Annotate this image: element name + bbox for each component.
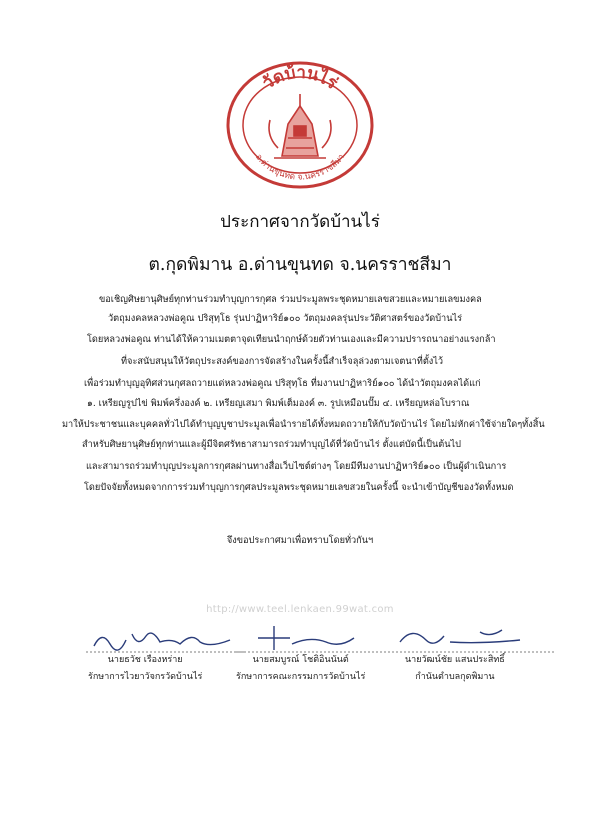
signer-3 [405,652,505,686]
body-line: ๑. เหรียญรูปไข่ พิมพ์ครึ่งองค์ ๒. เหรียญเสมา พิมพ์เต็มองค์ ๓. รูปเหมือนปั๊ม ๔. เหรียญหล่อโบราณ [87,398,470,409]
body-line: สำหรับศิษยานุศิษย์ทุกท่านและผู้มีจิตศรัทธาสามารถร่วมทำบุญได้ที่วัดบ้านไร่ ตั้งแต่บัดนี้เป็นต้นไป [82,439,461,450]
body-line: ที่จะสนับสนุนให้วัตถุประสงค์ของการจัดสร้างในครั้งนี้สำเร็จลุล่วงตามเจตนาที่ตั้งไว้ [121,356,444,367]
signer-name: นายวัฒน์ชัย แสนประสิทธิ์ [405,655,505,665]
body-line: เพื่อร่วมทำบุญอุทิศส่วนกุศลถวายแด่หลวงพ่อคูณ ปริสุทฺโธ ที่มงานปาฏิหาริย์๑๐๐ ได้นำวัตถุมงคลได้แก่ [84,378,481,389]
signer-1 [88,652,202,686]
seal-arc-text: วัดบ้านไร่ [258,62,342,94]
closing-line: จึงขอประกาศมาเพื่อทราบโดยทั่วกันฯ [226,535,374,546]
body-line: โดยปัจจัยทั้งหมดจากการร่วมทำบุญการกุศลประมูลพระชุดหมายเลขสวยในครั้งนี้ จะนำเข้าบัญชีของวัดทั้งหมด [84,482,514,493]
signer-role: กำนันตำบลกุดพิมาน [415,672,495,682]
signer-name: นายสมบูรณ์ โชติอินนันต์ [252,655,349,665]
watermark-url: http://www.teel.lenkaen.99wat.com [206,604,394,615]
signer-role: รักษาการไวยาวัจกรวัดบ้านไร่ [88,672,203,682]
seal-bottom-text: อ.ด่านขุนทด จ.นครราชสีมา [253,152,347,183]
announcement-location: ต.กุดพิมาน อ.ด่านขุนทด จ.นครราชสีมา [148,255,452,275]
announcement-title: ประกาศจากวัดบ้านไร่ [220,212,380,232]
seal-emblem-icon [269,94,331,158]
body-line: มาให้ประชาชนและบุคคลทั่วไปได้ทำบุญบูชาประมูลเพื่อนำรายได้ทั้งหมดถวายให้กับวัดบ้านไร่ โดยไม่หักค่าใช้จ่ายใดๆทั้งสิ้น [62,419,545,430]
signer-name: นายธวัช เรืองหร่าย [107,655,183,665]
temple-seal [222,58,378,192]
body-line: วัตถุมงคลหลวงพ่อคูณ ปริสุทฺโธ รุ่นปาฏิหาริย์๑๐๐ วัตถุมงคลรุ่นประวัติศาสตร์ของวัดบ้านไร่ [108,313,463,324]
signer-role: รักษาการคณะกรรมการวัดบ้านไร่ [236,672,366,682]
body-line: ขอเชิญศิษยานุศิษย์ทุกท่านร่วมทำบุญการกุศล ร่วมประมูลพระชุดหมายเลขสวยและหมายเลขมงคล [99,294,482,305]
signer-2 [236,652,365,686]
body-line: โดยหลวงพ่อคูณ ท่านได้ให้ความเมตตาจุดเทียนนำฤกษ์ด้วยตัวท่านเองและมีความปรารถนาอย่างแรงกล้า [87,334,496,345]
body-line: และสามารถร่วมทำบุญประมูลการกุศลผ่านทางสื่อเว็บไซต์ต่างๆ โดยมีทีมงานปาฏิหาริย์๑๐๐ เป็นผู้ดำเนินการ [86,461,507,472]
